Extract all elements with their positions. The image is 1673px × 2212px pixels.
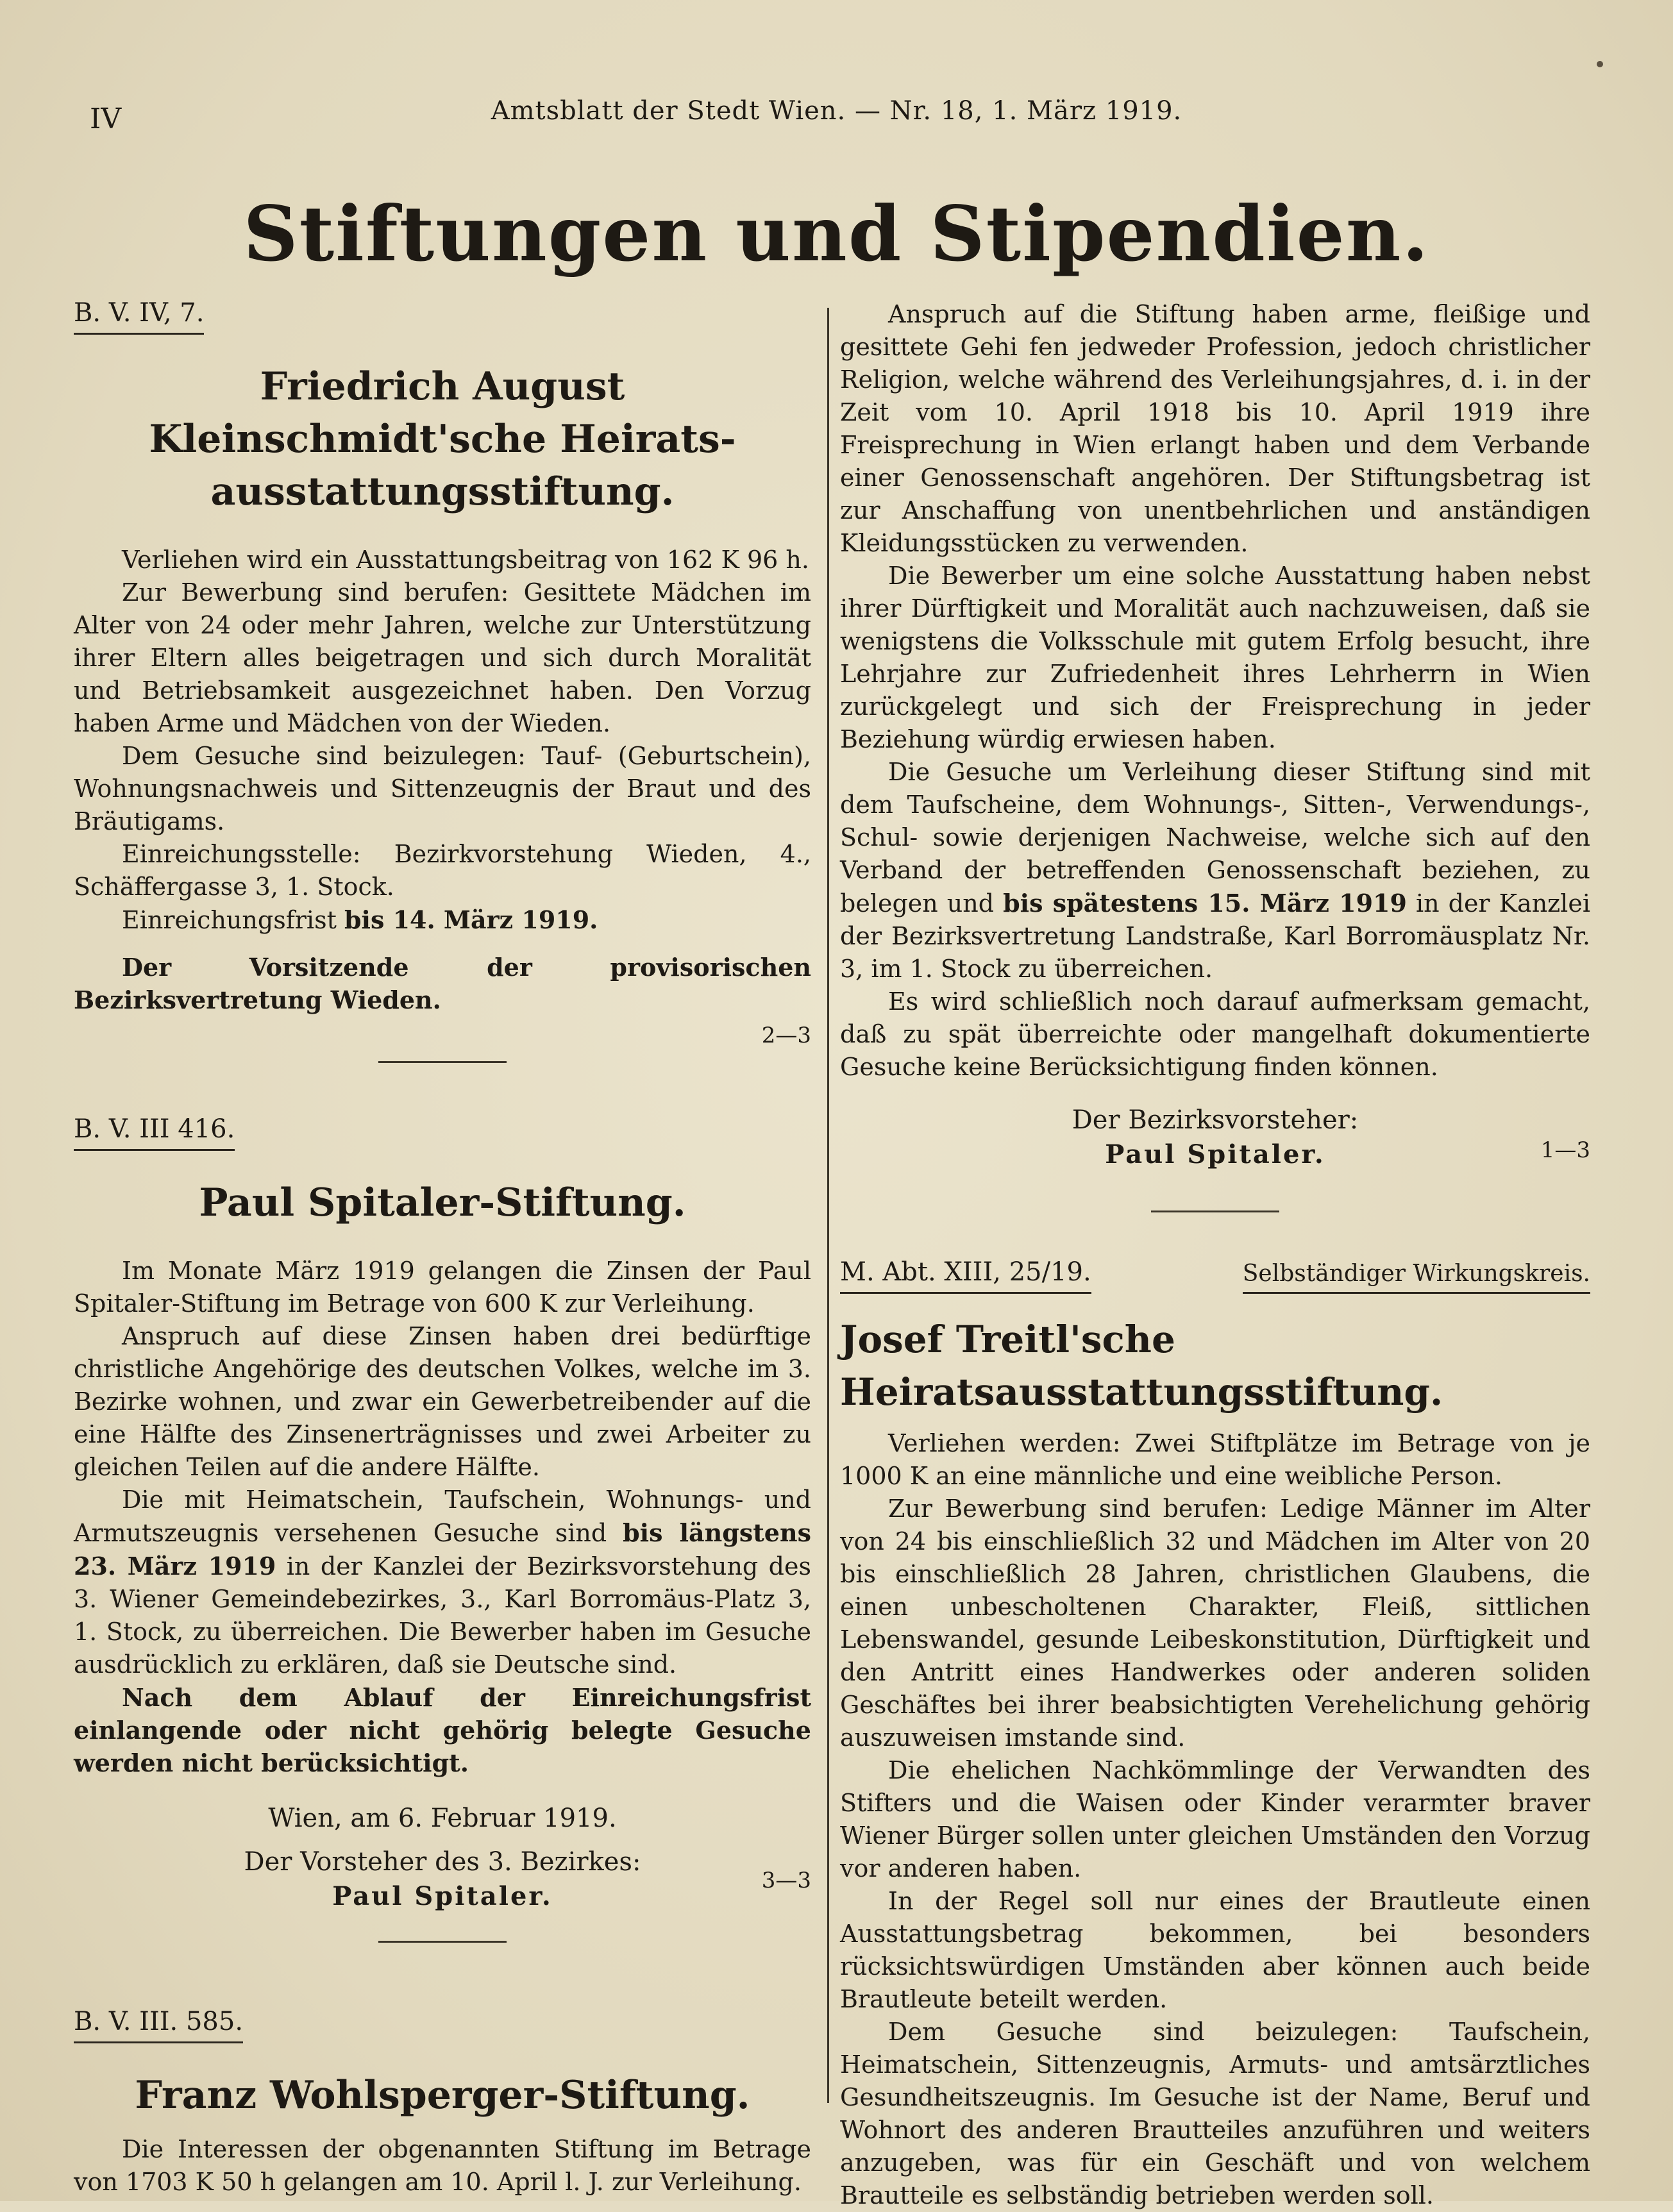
place-date: Wien, am 6. Februar 1919. bbox=[268, 1804, 617, 1833]
notice-wohlsperger bbox=[74, 2007, 811, 2199]
notice-reference-row bbox=[840, 1257, 1590, 1294]
paragraph: Dem Gesuche sind beizulegen: Taufschein, Heimatschein, Sittenzeugnis, Armuts- und amtsärztliches Gesundheitszeugnis. Im Gesuche ist der Name, Beruf und Wohnort des anderen Brautteiles anzuführen und weiters anzugeben, was für ein Geschäft und von welchem Brautteile es selbständig betrieben werden soll. bbox=[840, 2018, 1590, 2209]
signature-row bbox=[74, 1868, 811, 1914]
text-run: in der Kanzlei der Bezirksvertretung Landstraße, Karl Borromäusplatz Nr. 3, im 1. Stock zu überreichen. bbox=[840, 889, 1590, 983]
signature-row bbox=[840, 1137, 1590, 1172]
notice-title: Josef Treitl'sche Heiratsausstattungsstiftung. bbox=[840, 1318, 1443, 1414]
column-divider bbox=[827, 308, 829, 2103]
paragraph bbox=[74, 903, 811, 937]
paragraph: Die Bewerber um eine solche Ausstattung haben nebst ihrer Dürftigkeit und Moralität auch nachzuweisen, daß sie wenigstens die Volksschule mit gutem Erfolg besucht, ihre Lehrjahre zur Zufriedenheit ihres Lehrherrn in Wien zurückgelegt und sich der Freisprechung in jeder Beziehung würdig erwiesen haben. bbox=[840, 562, 1590, 753]
signature-line: Der Vorsitzende der provisorischen Bezirksvertretung Wieden. bbox=[74, 953, 811, 1014]
notice-reference: B. V. III. 585. bbox=[74, 2007, 243, 2043]
paragraph: Es wird schließlich noch darauf aufmerksam gemacht, daß zu spät überreichte oder mangelhaft dokumentierte Gesuche keine Berücksichtigung finden können. bbox=[840, 987, 1590, 1081]
text-run: Einreichungsfrist bbox=[122, 906, 344, 934]
paragraph: Zur Bewerbung sind berufen: Gesittete Mädchen im Alter von 24 oder mehr Jahren, welche zur Unterstützung ihrer Eltern alles beigetragen und sich durch Moralität und Betriebsamkeit ausgezeichnet haben. Den Vorzug haben Arme und Mädchen von der Wieden. bbox=[74, 578, 811, 737]
notice-reference: B. V. III 416. bbox=[74, 1114, 235, 1151]
notice-continuation bbox=[840, 298, 1590, 1212]
paragraph: Anspruch auf die Stiftung haben arme, fleißige und gesittete Gehi fen jedweder Profession, jedoch christlicher Religion, welche während des Verleihungsjahres, d. i. in der Zeit vom 10. April 1918 bis 10. April 1919 ihre Freisprechung in Wien erlangt haben und dem Verbande einer Genossenschaft angehören. Der Stiftungsbetrag ist zur Anschaffung von unentbehrlichen und anständigen Kleidungsstücken zu verwenden. bbox=[840, 300, 1590, 557]
deadline: bis längstens 23. März 1919 bbox=[74, 1518, 811, 1580]
paper-speck bbox=[1597, 61, 1603, 67]
jurisdiction-label: Selbständiger Wirkungskreis. bbox=[1243, 1261, 1590, 1294]
paragraph: Die Interessen der obgenannten Stiftung im Betrage von 1703 K 50 h gelangen am 10. April l. J. zur Verleihung. bbox=[74, 2135, 811, 2196]
text-run: Die Gesuche um Verleihung dieser Stiftung sind mit dem Taufscheine, dem Wohnungs-, Sitten-, Verwendungs-, Schul- sowie derjenigen Nachweise, welche sich auf den Verband der betreffenden Genossenschaft beziehen, zu belegen und bbox=[840, 758, 1590, 917]
notice-spitaler bbox=[74, 1114, 811, 1943]
paragraph: Verliehen werden: Zwei Stiftplätze im Betrage von je 1000 K an eine männliche und eine weibliche Person. bbox=[840, 1429, 1590, 1490]
notice-reference: B. V. IV, 7. bbox=[74, 298, 204, 335]
running-header: Amtsblatt der Stedt Wien. — Nr. 18, 1. März 1919. bbox=[491, 96, 1182, 126]
deadline: bis spätestens 15. März 1919 bbox=[1003, 889, 1407, 917]
separator bbox=[1151, 1211, 1279, 1212]
deadline: bis 14. März 1919. bbox=[344, 905, 598, 934]
paragraph bbox=[840, 756, 1590, 985]
paragraph: Einreichungsstelle: Bezirkvorstehung Wieden, 4., Schäffergasse 3, 1. Stock. bbox=[74, 840, 811, 901]
text-run: in der Kanzlei der Bezirksvorstehung des 3. Wiener Gemeindebezirkes, 3., Karl Borromäus-Platz 3, 1. Stock, zu überreichen. Die Bewerber haben im Gesuche ausdrücklich zu erklären, daß sie Deutsche sind. bbox=[74, 1552, 811, 1679]
right-column bbox=[840, 298, 1590, 2212]
notice-reference: M. Abt. XIII, 25/19. bbox=[840, 1257, 1091, 1294]
notice-title: Paul Spitaler-Stiftung. bbox=[199, 1180, 686, 1225]
separator bbox=[378, 1061, 507, 1063]
page-title: Stiftungen und Stipendien. bbox=[243, 189, 1430, 278]
paragraph: Im Monate März 1919 gelangen die Zinsen der Paul Spitaler-Stiftung im Betrage von 600 K zur Verleihung. bbox=[74, 1257, 811, 1318]
order-number: 2—3 bbox=[761, 1023, 811, 1048]
signature-title: Der Bezirksvorsteher: bbox=[1072, 1105, 1359, 1135]
notice-treitl bbox=[840, 1257, 1590, 2212]
paragraph bbox=[74, 1484, 811, 1681]
left-column bbox=[74, 298, 811, 2199]
paragraph: In der Regel soll nur eines der Brautleute einen Ausstattungsbetrag bekommen, bei besonders rücksichtswürdigen Umständen aber können auch beide Brautleute beteilt werden. bbox=[840, 1887, 1590, 2013]
order-number: 3—3 bbox=[761, 1868, 811, 1893]
notice-title: Friedrich August Kleinschmidt'sche Heirats-ausstattungsstiftung. bbox=[149, 364, 736, 514]
paragraph: Anspruch auf diese Zinsen haben drei bedürftige christliche Angehörige des deutschen Volkes, welche im 3. Bezirke wohnen, und zwar ein Gewerbetreibender auf die eine Hälfte des Zinsenerträgnisses und zwei Arbeiter zu gleichen Teilen auf die andere Hälfte. bbox=[74, 1322, 811, 1481]
separator bbox=[378, 1941, 507, 1943]
paragraph: Nach dem Ablauf der Einreichungsfrist einlangende oder nicht gehörig belegte Gesuche werden nicht berücksichtigt. bbox=[74, 1683, 811, 1777]
page-number: IV bbox=[90, 103, 122, 135]
paragraph: Zur Bewerbung sind berufen: Ledige Männer im Alter von 24 bis einschließlich 32 und Mädchen im Alter von 20 bis einschließlich 28 Jahren, christlichen Glaubens, die einen unbescholtenen Charakter, Fleiß, sittlichen Lebenswandel, gesunde Leibeskonstitution, Dürftigkeit und den Antritt eines Handwerkes oder anderen soliden Geschäftes bei ihrer beabsichtigten Verehelichung gehörig auszuweisen imstande sind. bbox=[840, 1495, 1590, 1752]
notice-title: Franz Wohlsperger-Stiftung. bbox=[135, 2073, 750, 2118]
order-number: 1—3 bbox=[1540, 1137, 1590, 1163]
notice-kleinschmidt bbox=[74, 298, 811, 1063]
paragraph: Die ehelichen Nachkömmlinge der Verwandten des Stifters und die Waisen oder Kinder verarmter braver Wiener Bürger sollen unter gleichen Umständen den Vorzug vor anderen haben. bbox=[840, 1756, 1590, 1882]
signature-name: Paul Spitaler. bbox=[332, 1881, 553, 1911]
paragraph: Verliehen wird ein Ausstattungsbeitrag von 162 K 96 h. bbox=[122, 546, 809, 574]
paragraph: Dem Gesuche sind beizulegen: Tauf- (Geburtschein), Wohnungsnachweis und Sittenzeugnis der Braut und des Bräutigams. bbox=[74, 742, 811, 835]
text-run: Die mit Heimatschein, Taufschein, Wohnungs- und Armutszeugnis versehenen Gesuche sind bbox=[74, 1486, 811, 1547]
signature-name: Paul Spitaler. bbox=[1105, 1139, 1325, 1169]
signature-title: Der Vorsteher des 3. Bezirkes: bbox=[244, 1847, 641, 1877]
